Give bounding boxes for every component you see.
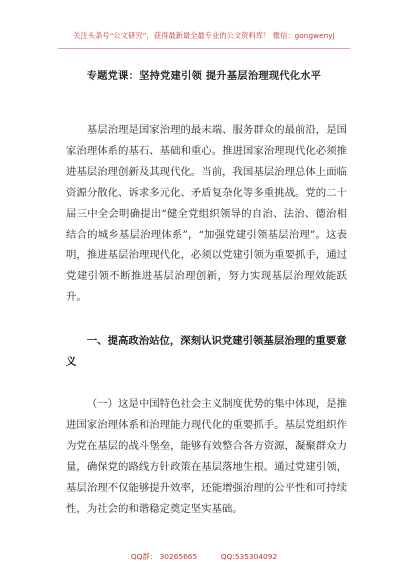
document-title: 专题党课：坚持党建引领 提升基层治理现代化水平 [86,70,322,82]
footer-contact-text: QQ群： 30265665 QQ:535304092 [130,552,278,561]
intro-paragraph: 基层治理是国家治理的最末端、服务群众的最前沿，是国家治理体系的基石、基础和重心。推进国家治理现代化必须推进基层治理创新及其现代化。当前，我国基层治理总体上面临资源分散化、诉求多元化、矛盾复杂化等多重挑战。党的二十届三中全会明确提出“健全党组织领导的自治、法治、德治相结合的城乡基层治理体系”，“加强党建引领基层治理”。这表明，推进基层治理现代化，必须以党建引领为重要抓手，通过党建引领不断推进基层治理创新，努力实现基层治理效能跃升。 [66,124,347,304]
section-paragraph: （一）这是中国特色社会主义制度优势的集中体现，是推进国家治理体系和治理能力现代化的重要抓手。基层党组织作为党在基层的战斗堡垒，能够有效整合各方资源，凝聚群众力量，确保党的路线方针政策在基层落地生根。通过党建引领，基层治理不仅能够提升效率，还能增强治理的公平性和可持续性，为社会的和谐稳定奠定坚实基础。 [66,398,347,515]
header-promo-text: 关注头条号“公文研究”，获得最新最全最专业的公文资料库！ 微信：gongwenyj [73,31,335,40]
header-divider [58,48,350,49]
section-heading: 一、提高政治站位，深刻认识党建引领基层治理的重要意义 [66,335,347,368]
